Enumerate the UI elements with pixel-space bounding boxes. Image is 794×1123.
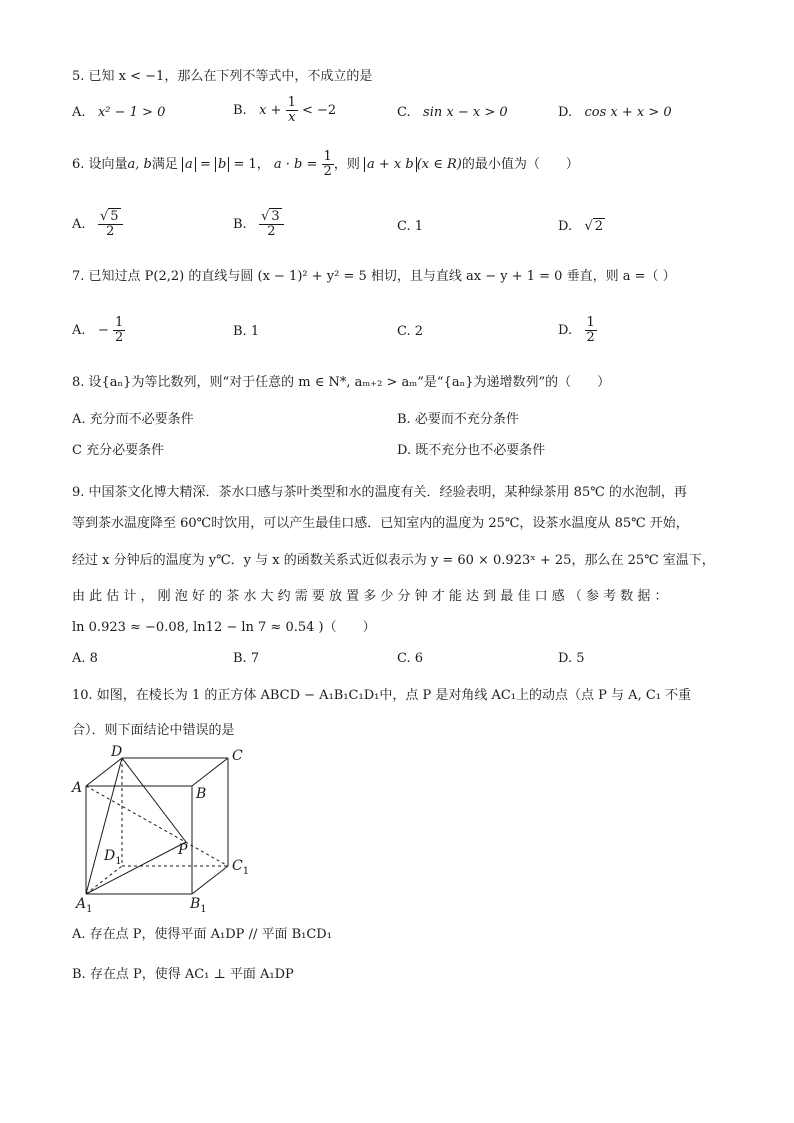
q6-abs-a: a: [182, 157, 196, 172]
q7-a-sign: −: [97, 323, 109, 338]
q5-d-text: cos x + x > 0: [584, 105, 672, 120]
q5-c-text: sin x − x > 0: [423, 105, 508, 120]
q10-line-1: 10. 如图，在棱长为 1 的正方体 ABCD − A₁B₁C₁D₁中，点 P 是对角线 AC₁上的动点（点 P 与 A, C₁ 不重: [72, 688, 692, 703]
q6-stem: [72, 150, 579, 179]
q9-option-b: B. 7: [233, 651, 260, 666]
q5-b-den: x: [288, 110, 296, 125]
q5-b-fraction: [286, 96, 298, 125]
q6-a-num: √ 5: [98, 210, 123, 225]
label-b1-sub: 1: [200, 904, 207, 912]
label-d: D: [111, 744, 123, 760]
q7-a-label: A.: [72, 323, 86, 338]
q9-line-2: 等到茶水温度降至 60℃时饮用，可以产生最佳口感．已知室内的温度为 25℃，设茶水温度从 85℃ 开始，: [72, 516, 689, 531]
label-b: B: [196, 786, 207, 802]
q10-option-b: B. 存在点 P，使得 AC₁ ⊥ 平面 A₁DP: [72, 967, 294, 982]
q6-a-den: 2: [106, 224, 115, 239]
q6-d-label: D.: [558, 219, 573, 234]
q9-line-1: 9. 中国茶文化博大精深．茶水口感与茶叶类型和水的温度有关．经验表明，某种绿茶用 85℃ 的水泡制，再: [72, 485, 687, 500]
q7-b-text: 1: [250, 324, 260, 339]
q5-stem: 5. 已知 x < −1，那么在下列不等式中，不成立的是: [72, 69, 373, 84]
q8-option-d: D. 既不充分也不必要条件: [397, 443, 546, 458]
q5-a-label: A.: [72, 105, 86, 120]
q7-b-label: B.: [233, 324, 247, 339]
label-c: C: [232, 748, 243, 764]
q9-option-a: A. 8: [72, 651, 98, 666]
q6-stem-mid1: 满足: [151, 157, 178, 172]
q5-option-d: [558, 104, 672, 122]
q6-vectors: a, b: [127, 157, 152, 172]
label-a1-sub: 1: [86, 904, 93, 912]
q6-option-c: [397, 218, 423, 236]
edge-b1-c1: [192, 866, 228, 894]
edge-a1-d: [86, 758, 122, 894]
hidden-a1-d1: [86, 866, 122, 894]
edge-a-d: [86, 758, 122, 786]
q7-option-c: [397, 323, 423, 341]
label-c1: [232, 858, 249, 877]
q5-a-text: x² − 1 > 0: [97, 105, 166, 120]
q6-b-fraction: [259, 210, 284, 239]
q6-half-den: 2: [323, 164, 332, 179]
label-d1-letter: D: [104, 848, 116, 864]
q5-option-c: [397, 104, 508, 122]
q7-c-label: C.: [397, 324, 411, 339]
q5-b-num: 1: [287, 95, 296, 110]
q9-line-4: 由 此 估 计 ， 刚 泡 好 的 茶 水 大 约 需 要 放 置 多 少 分 钟 才 能 达 到 最 佳 口 感 （ 参 考 数 据 ：: [72, 589, 668, 604]
q7-d-label: D.: [558, 323, 573, 338]
q5-c-label: C.: [397, 105, 411, 120]
cube-diagram: [66, 742, 266, 912]
q6-a-root: 5: [110, 209, 119, 224]
q6-option-d: D. √ 2: [558, 219, 604, 234]
q7-d-fraction: [585, 316, 597, 345]
q6-c-text: 1: [414, 219, 424, 234]
edge-b-c: [192, 758, 228, 786]
q7-option-a: [72, 316, 125, 345]
q6-stem-pre: 6. 设向量: [72, 157, 128, 172]
q6-a-label: A.: [72, 217, 86, 232]
q6-b-label: B.: [233, 217, 247, 232]
q6-stem-mid2: ，则: [333, 157, 360, 172]
q6-b-root: 3: [271, 209, 280, 224]
label-b1: [189, 896, 207, 912]
q9-line-3: 经过 x 分钟后的温度为 y℃．y 与 x 的函数关系式近似表示为 y = 60 × 0.923ˣ + 25，那么在 25℃ 室温下，: [72, 553, 715, 568]
q7-c-text: 2: [414, 324, 424, 339]
q6-abs-b: b: [215, 157, 229, 172]
label-a1-letter: A: [76, 896, 87, 912]
q7-stem: 7. 已知过点 P(2,2) 的直线与圆 (x − 1)² + y² = 5 相切，且与直线 ax − y + 1 = 0 垂直，则 a =（ ）: [72, 269, 676, 284]
label-d1: [103, 848, 122, 867]
q7-d-num: 1: [586, 315, 595, 330]
label-d1-sub: 1: [115, 856, 122, 867]
label-p: P: [178, 842, 188, 858]
q7-d-den: 2: [586, 330, 595, 345]
q10-line-2: 合）．则下面结论中错误的是: [72, 723, 235, 738]
label-a: A: [72, 780, 83, 796]
q6-half-num: 1: [323, 149, 332, 164]
q6-option-a: [72, 210, 123, 239]
q6-a-fraction: [98, 210, 123, 239]
edge-a1-p: [86, 842, 186, 894]
q9-line-5: ln 0.923 ≈ −0.08, ln12 − ln 7 ≈ 0.54 )（ ）: [72, 620, 376, 635]
q5-option-a: [72, 104, 165, 122]
q9-option-c: C. 6: [397, 651, 424, 666]
q6-d-root: 2: [594, 219, 604, 234]
q5-b-pre: x +: [259, 103, 282, 118]
q6-abs-expr: a + x b: [364, 157, 417, 172]
q5-b-post: < −2: [302, 103, 337, 118]
q6-option-b: [233, 210, 284, 239]
label-b1-letter: B: [190, 896, 201, 912]
q6-stem-end: 的最小值为（ ）: [461, 157, 579, 172]
q8-option-b: B. 必要而不充分条件: [397, 412, 519, 427]
q10-option-a: A. 存在点 P，使得平面 A₁DP // 平面 B₁CD₁: [72, 927, 332, 942]
q8-stem: 8. 设{aₙ}为等比数列，则“对于任意的 m ∈ N*, aₘ₊₂ > aₘ”是“{aₙ}为递增数列”的（ ）: [72, 375, 611, 390]
q8-option-c: C 充分必要条件: [72, 443, 165, 458]
q7-a-den: 2: [114, 330, 124, 345]
label-a1: [74, 896, 93, 912]
q7-option-b: [233, 323, 259, 341]
q7-a-fraction: [113, 316, 125, 345]
q6-cond: (x ∈ R): [416, 157, 462, 172]
label-c1-letter: C: [232, 858, 243, 874]
q6-b-den: 2: [267, 224, 276, 239]
q9-option-d: D. 5: [558, 651, 585, 666]
q6-eq1: =: [199, 157, 211, 172]
q6-c-label: C.: [397, 219, 411, 234]
q5-b-label: B.: [233, 103, 247, 118]
q7-a-num: 1: [114, 315, 124, 330]
q6-half: [322, 150, 334, 179]
q6-dot: a · b =: [273, 157, 318, 172]
edge-d-p: [122, 758, 186, 842]
q8-option-a: A. 充分而不必要条件: [72, 412, 194, 427]
q5-option-b: [233, 96, 336, 125]
q7-option-d: [558, 316, 597, 345]
q6-b-num: √ 3: [259, 210, 284, 225]
q5-d-label: D.: [558, 105, 573, 120]
label-c1-sub: 1: [242, 866, 250, 877]
q6-eq2: = 1，: [233, 157, 270, 172]
